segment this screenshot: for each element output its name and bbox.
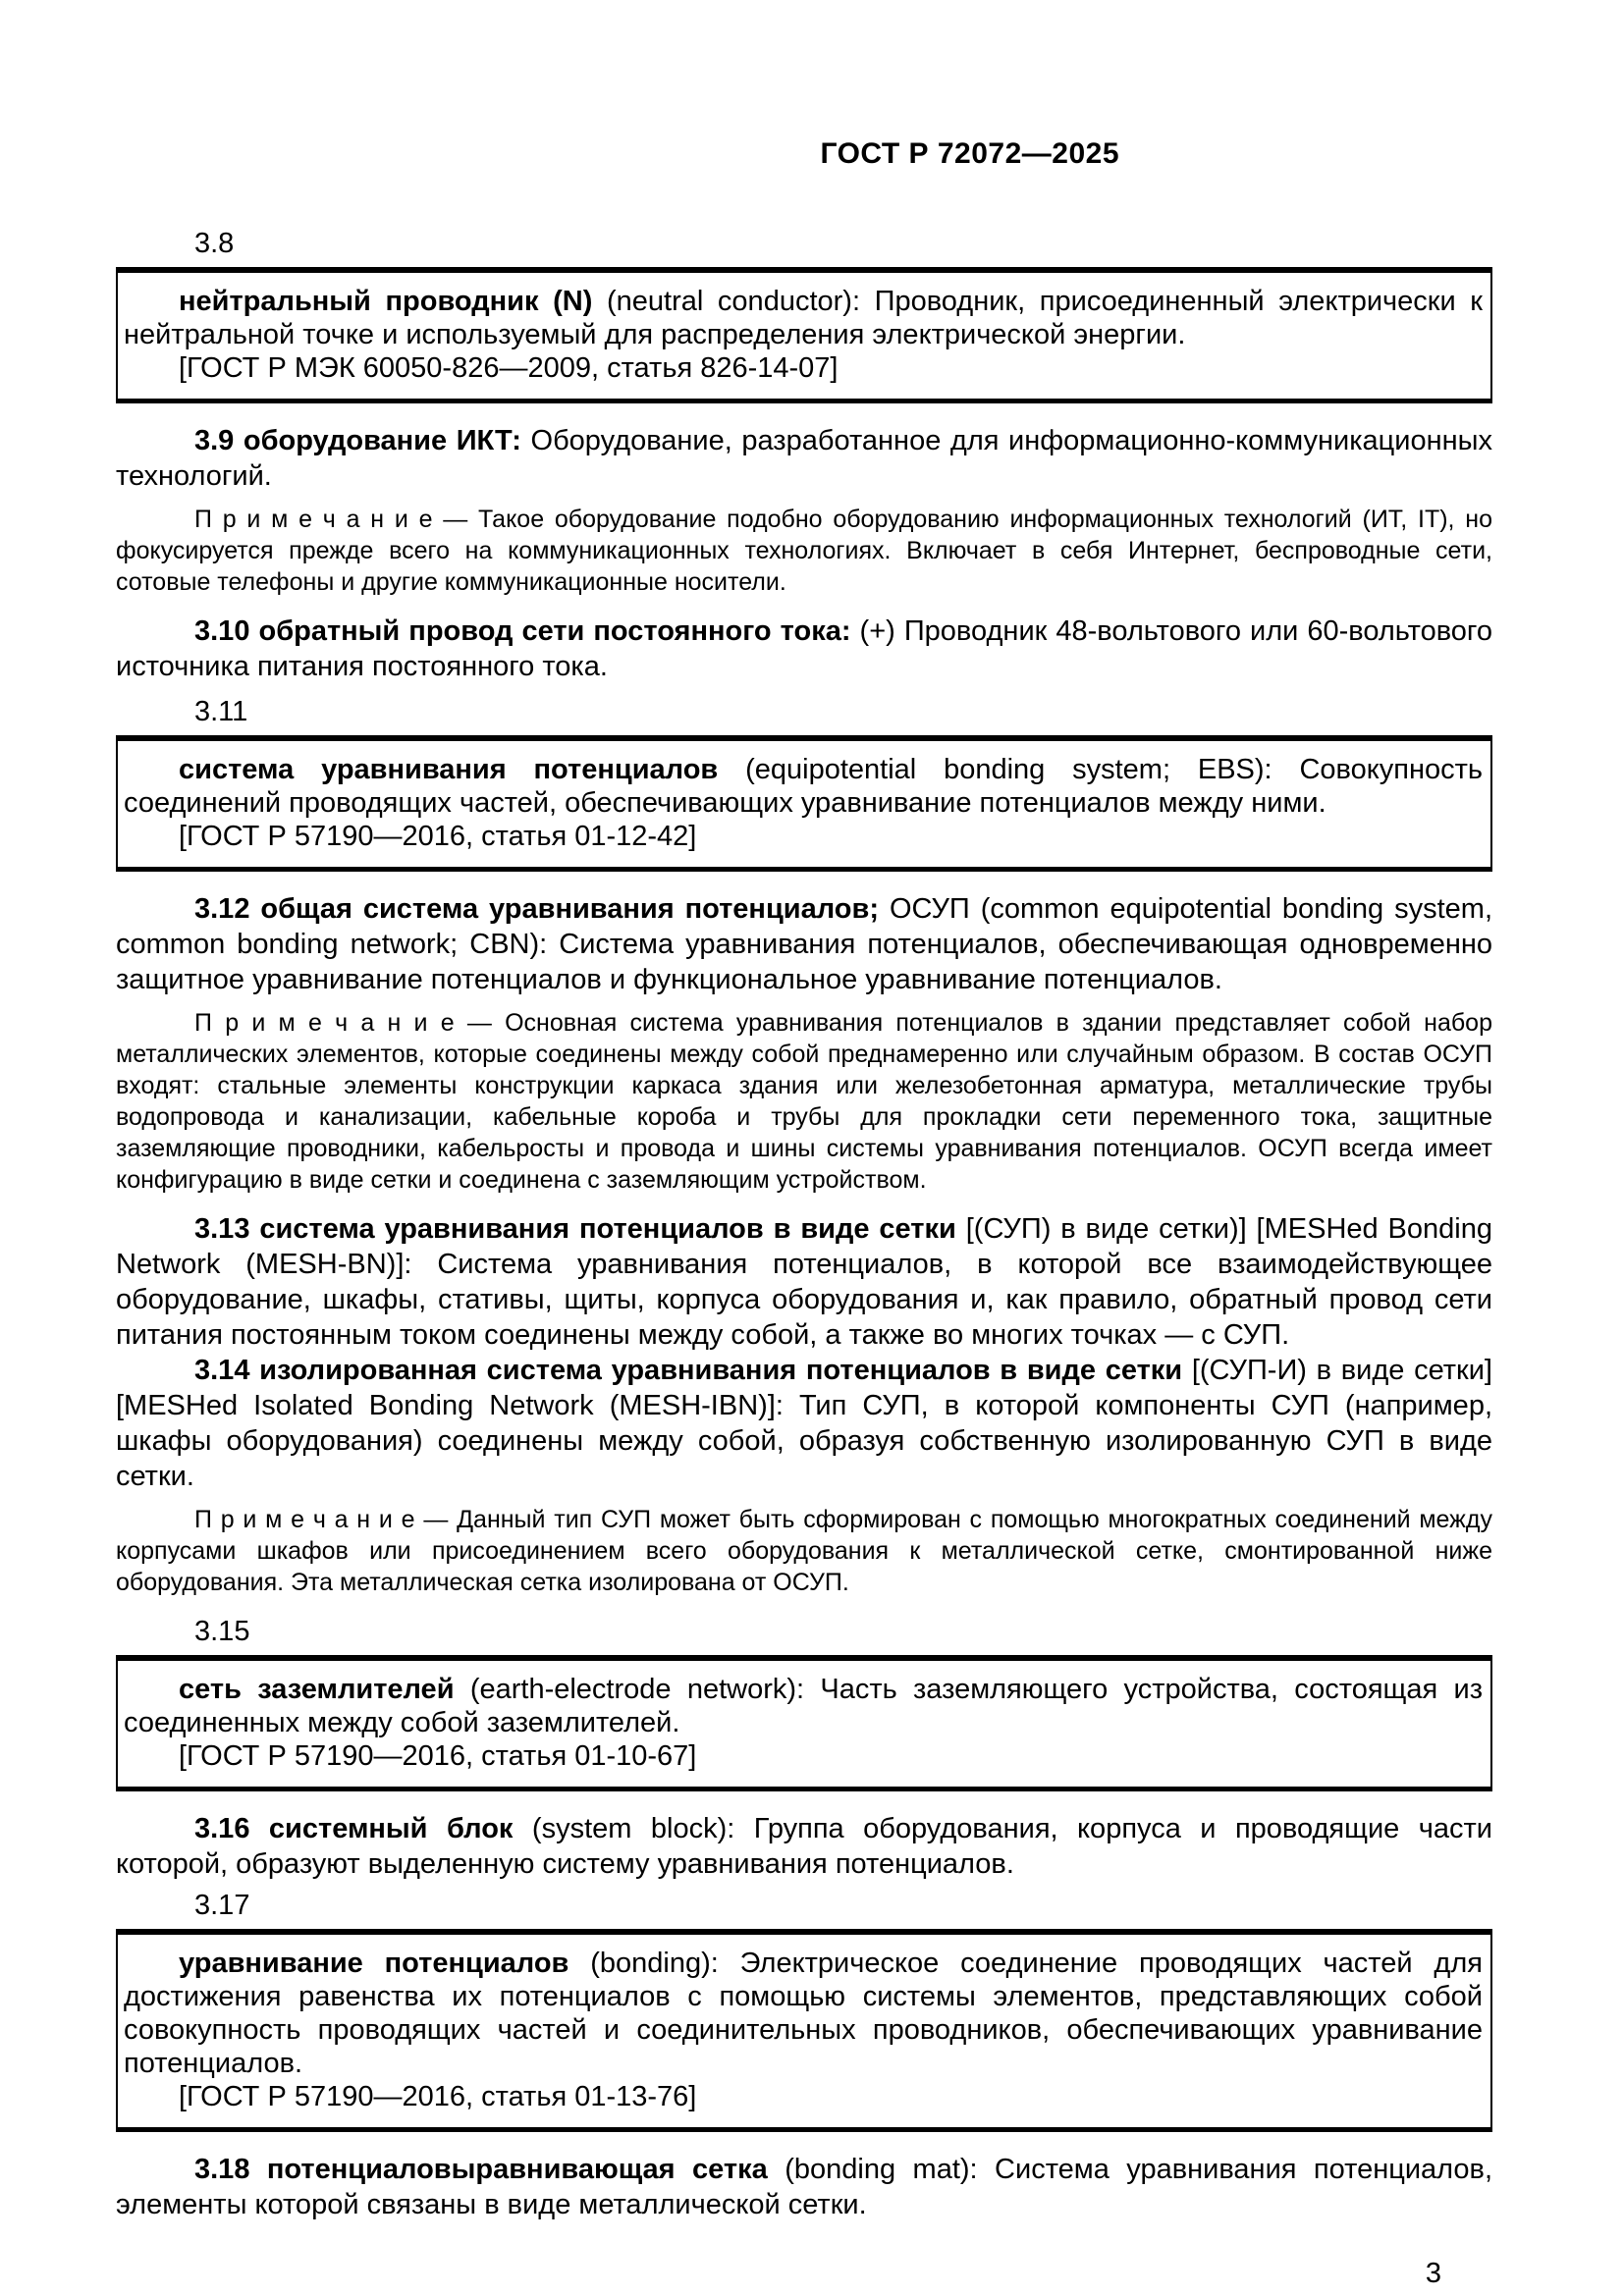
- clause-3-9: 3.9 оборудование ИКТ: Оборудование, разработанное для информационно-коммуникационных технологий.: [116, 425, 1492, 492]
- clause-3-16: 3.16 системный блок (system block): Группа оборудования, корпуса и проводящие части которой, образуют выделенную систему уравнивания потенциалов.: [116, 1813, 1492, 1880]
- clause-3-18: 3.18 потенциаловыравнивающая сетка (bonding mat): Система уравнивания потенциалов, элементы которой связаны в виде металлической сетки.: [116, 2154, 1492, 2220]
- source-reference-3-11: [ГОСТ Р 57190—2016, статья 01-12-42]: [179, 821, 697, 852]
- term-definition-3-8: нейтральный проводник (N) (neutral conductor): Проводник, присоединенный электрически к нейтральной точке и используемый для распределения электрической энергии.: [124, 286, 1483, 350]
- clause-number-3-15: 3.15: [194, 1616, 250, 1647]
- clause-3-12: 3.12 общая система уравнивания потенциалов; ОСУП (common equipotential bonding system, common bonding network; CBN): Система уравнивания потенциалов, обеспечивающая одновременно защитное уравнивание потенциалов и функциональное уравнивание потенциалов.: [116, 893, 1492, 995]
- clause-number-3-11: 3.11: [194, 696, 248, 727]
- running-header: ГОСТ Р 72072—2025: [820, 137, 1119, 170]
- term-definition-3-17: уравнивание потенциалов (bonding): Электрическое соединение проводящих частей для достижения равенства их потенциалов с помощью системы элементов, представляющих собой совокупность проводящих частей и соединительных проводников, обеспечивающих уравнивание потенциалов.: [124, 1948, 1483, 2079]
- clause-3-10: 3.10 обратный провод сети постоянного тока: (+) Проводник 48-вольтового или 60-вольтового источника питания постоянного тока.: [116, 615, 1492, 682]
- note-3-14: П р и м е ч а н и е — Данный тип СУП может быть сформирован с помощью многократных соединений между корпусами шкафов или присоединением всего оборудования к металлической сетке, смонтированной ниже оборудования. Эта металлическая сетка изолирована от ОСУП.: [116, 1506, 1492, 1596]
- note-3-9: П р и м е ч а н и е — Такое оборудование подобно оборудованию информационных технологий (ИТ, IT), но фокусируется прежде всего на коммуникационных технологиях. Включает в себя Интернет, беспроводные сети, сотовые телефоны и другие коммуникационные носители.: [116, 506, 1492, 596]
- term-box-3-8: [116, 267, 1492, 403]
- clause-number-3-8: 3.8: [194, 228, 235, 259]
- term-box-3-17: [116, 1929, 1492, 2132]
- source-reference-3-8: [ГОСТ Р МЭК 60050-826—2009, статья 826-14-07]: [179, 352, 839, 384]
- source-reference-3-17: [ГОСТ Р 57190—2016, статья 01-13-76]: [179, 2081, 697, 2112]
- page-number: 3: [1425, 2258, 1441, 2289]
- clause-3-14: 3.14 изолированная система уравнивания потенциалов в виде сетки [(СУП-И) в виде сетки] [MESHed Isolated Bonding Network (MESH-IBN)]: Тип СУП, в которой компоненты СУП (например, шкафы оборудования) соединены между собой, образуя собственную изолированную СУП в виде сетки.: [116, 1355, 1492, 1492]
- clause-3-13: 3.13 система уравнивания потенциалов в виде сетки [(СУП) в виде сетки)] [MESHed Bonding Network (MESH-BN)]: Система уравнивания потенциалов, в которой все взаимодействующее оборудование, шкафы, стативы, щиты, корпуса оборудования и, как правило, обратный провод сети питания постоянным током соединены между собой, а также во многих точках — с СУП.: [116, 1213, 1492, 1351]
- note-3-12: П р и м е ч а н и е — Основная система уравнивания потенциалов в здании представляет собой набор металлических элементов, которые соединены между собой преднамеренно или случайным образом. В состав ОСУП входят: стальные элементы конструкции каркаса здания или железобетонная арматура, металлические трубы водопровода и канализации, кабельные короба и трубы для прокладки сети переменного тока, защитные заземляющие проводники, кабельросты и провода и шины системы уравнивания потенциалов. ОСУП всегда имеет конфигурацию в виде сетки и соединена с заземляющим устройством.: [116, 1009, 1492, 1194]
- term-box-3-15: [116, 1655, 1492, 1791]
- term-definition-3-11: система уравнивания потенциалов (equipotential bonding system; EBS): Совокупность соединений проводящих частей, обеспечивающих уравнивание потенциалов между ними.: [124, 754, 1483, 819]
- term-box-3-11: [116, 735, 1492, 872]
- clause-number-3-17: 3.17: [194, 1890, 250, 1921]
- term-definition-3-15: сеть заземлителей (earth-electrode network): Часть заземляющего устройства, состоящая из соединенных между собой заземлителей.: [124, 1674, 1484, 1738]
- source-reference-3-15: [ГОСТ Р 57190—2016, статья 01-10-67]: [179, 1740, 697, 1772]
